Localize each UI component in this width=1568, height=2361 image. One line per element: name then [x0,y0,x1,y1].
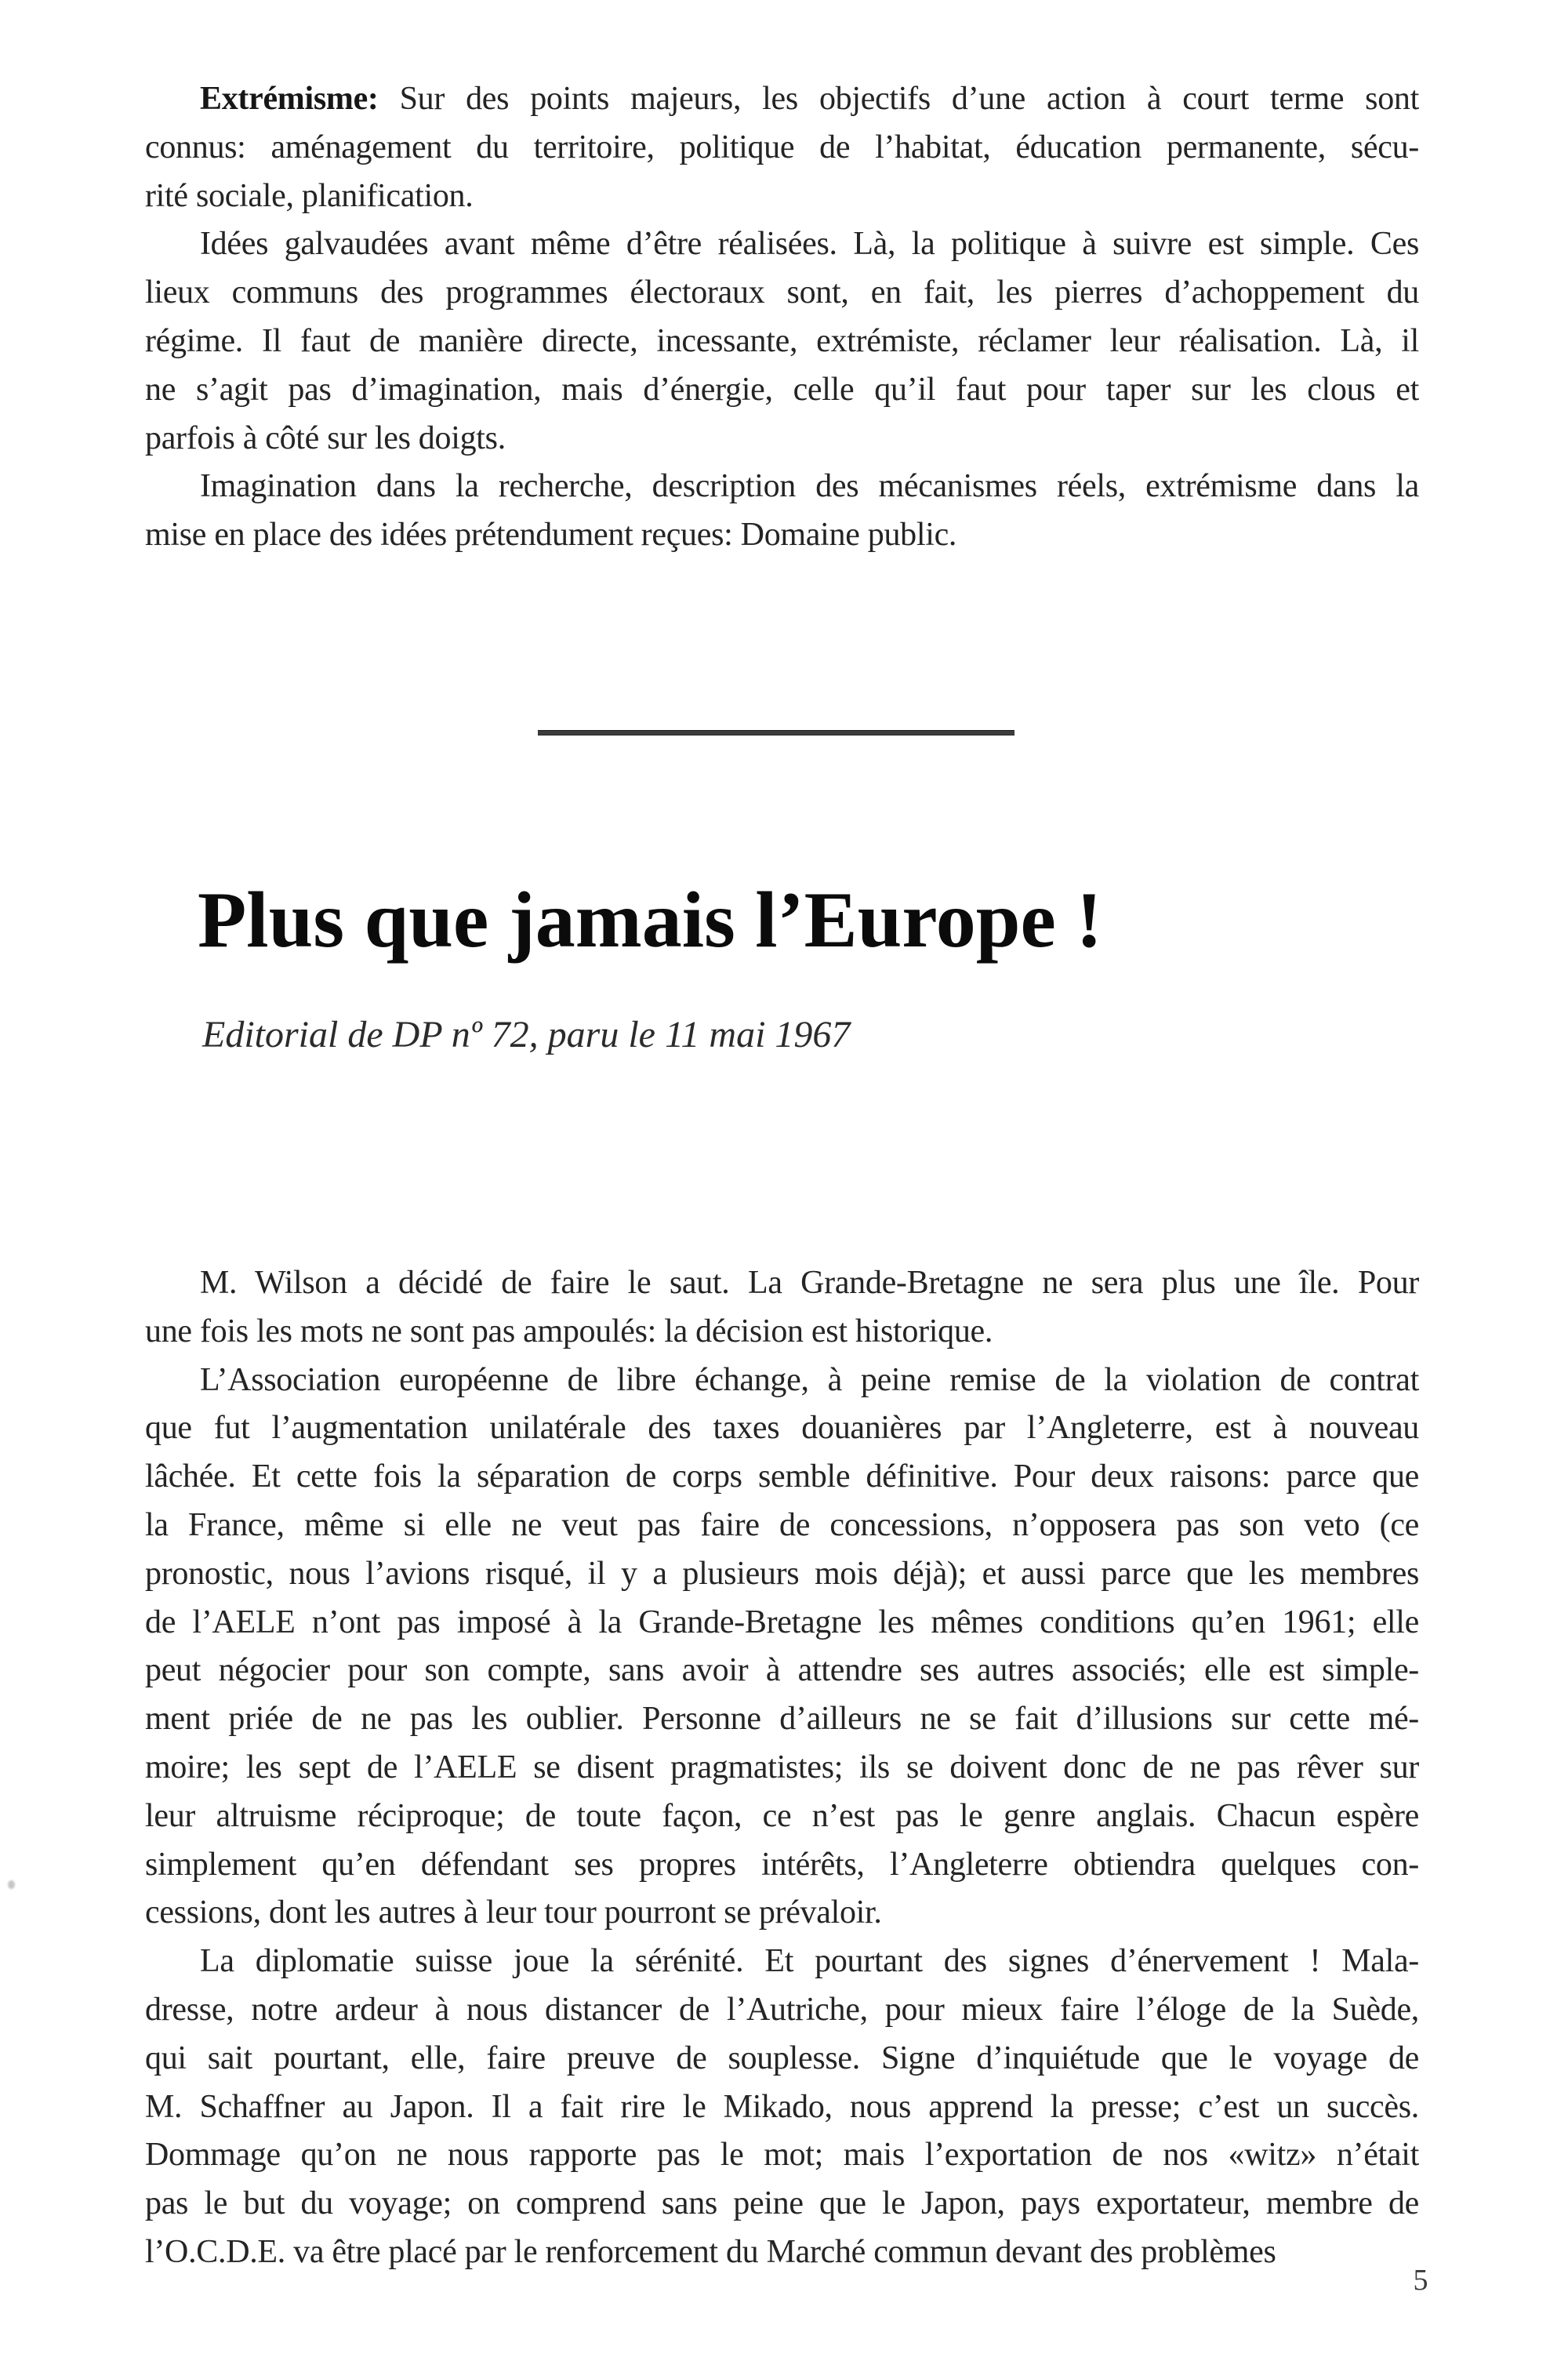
text-line: mise en place des idées prétendument reçues: Domaine public. [145,517,957,554]
text-line: lâchée. Et cette fois la séparation de corps semble définitive. Pour deux raisons: parce que [145,1458,1419,1495]
text-line: une fois les mots ne sont pas ampoulés: la décision est historique. [145,1313,993,1349]
text-line: M. Wilson a décidé de faire le saut. La Grande-Bretagne ne sera plus une île. Pour [200,1265,1419,1301]
text-line: l’O.C.D.E. va être placé par le renforcement du Marché commun devant des problèmes [145,2233,1276,2270]
article-title: Plus que jamais l’Europe ! [198,876,1103,964]
text-line: pas le but du voyage; on comprend sans peine que le Japon, pays exportateur, membre de [145,2185,1419,2222]
scan-artifact-dot [8,1880,15,1889]
text-line: parfois à côté sur les doigts. [145,420,506,456]
text-line: moire; les sept de l’AELE se disent pragmatistes; ils se doivent donc de ne pas rêver sur [145,1749,1419,1785]
text-line: que fut l’augmentation unilatérale des taxes douanières par l’Angleterre, est à nouveau [145,1410,1419,1447]
text-line: connus: aménagement du territoire, politique de l’habitat, éducation permanente, sécu- [145,129,1419,165]
text-line: lieux communs des programmes électoraux sont, en fait, les pierres d’achoppement du [145,274,1419,311]
text-line: L’Association européenne de libre échange, à peine remise de la violation de contrat [200,1361,1419,1398]
article-body [145,1259,1419,2277]
text-line: ment priée de ne pas les oublier. Personne d’ailleurs ne se fait d’illusions sur cette mé- [145,1701,1419,1738]
text-line: Dommage qu’on ne nous rapporte pas le mot; mais l’exportation de nos «witz» n’était [145,2137,1419,2174]
intro-section [145,75,1419,560]
text-line: La diplomatie suisse joue la sérénité. Et pourtant des signes d’énervement ! Mala- [200,1943,1419,1980]
text-line: simplement qu’en défendant ses propres intérêts, l’Angleterre obtiendra quelques con- [145,1846,1419,1883]
text-line: peut négocier pour son compte, sans avoir à attendre ses autres associés; elle est simple- [145,1652,1419,1689]
text-line: rité sociale, planification. [145,177,474,214]
text-line: Imagination dans la recherche, description des mécanismes réels, extrémisme dans la [200,468,1419,505]
text-line: de l’AELE n’ont pas imposé à la Grande-Bretagne les mêmes conditions qu’en 1961; elle [145,1604,1419,1640]
text-line: régime. Il faut de manière directe, incessante, extrémiste, réclamer leur réalisation. Là, il [145,322,1419,359]
text-line: pronostic, nous l’avions risqué, il y a plusieurs mois déjà); et aussi parce que les membres [145,1555,1419,1592]
text-line: Extrémisme: Sur des points majeurs, les objectifs d’une action à court terme sont [200,81,1419,117]
text-line: cessions, dont les autres à leur tour pourront se prévaloir. [145,1894,882,1931]
text-line: la France, même si elle ne veut pas faire de concessions, n’opposera pas son veto (ce [145,1506,1419,1543]
lead-word: Extrémisme: [200,81,379,117]
paragraph [145,75,1419,220]
paragraph [145,1357,1419,1938]
paragraph [145,1259,1419,1357]
paragraph [145,1938,1419,2277]
text-line: Idées galvaudées avant même d’être réalisées. Là, la politique à suivre est simple. Ces [200,226,1419,263]
section-divider [538,730,1014,736]
text-line: leur altruisme réciproque; de toute façon, ce n’est pas le genre anglais. Chacun espère [145,1797,1419,1834]
text-line: dresse, notre ardeur à nous distancer de l’Autriche, pour mieux faire l’éloge de la Suède, [145,1991,1419,2028]
text-line: ne s’agit pas d’imagination, mais d’énergie, celle qu’il faut pour taper sur les clous et [145,371,1419,408]
page-number: 5 [1413,2264,1428,2297]
paragraph [145,463,1419,560]
paragraph [145,220,1419,463]
text-line: M. Schaffner au Japon. Il a fait rire le Mikado, nous apprend la presse; c’est un succès. [145,2088,1419,2125]
text-line: qui sait pourtant, elle, faire preuve de souplesse. Signe d’inquiétude que le voyage de [145,2040,1419,2076]
article-subtitle: Editorial de DP nº 72, paru le 11 mai 1967 [202,1014,851,1055]
